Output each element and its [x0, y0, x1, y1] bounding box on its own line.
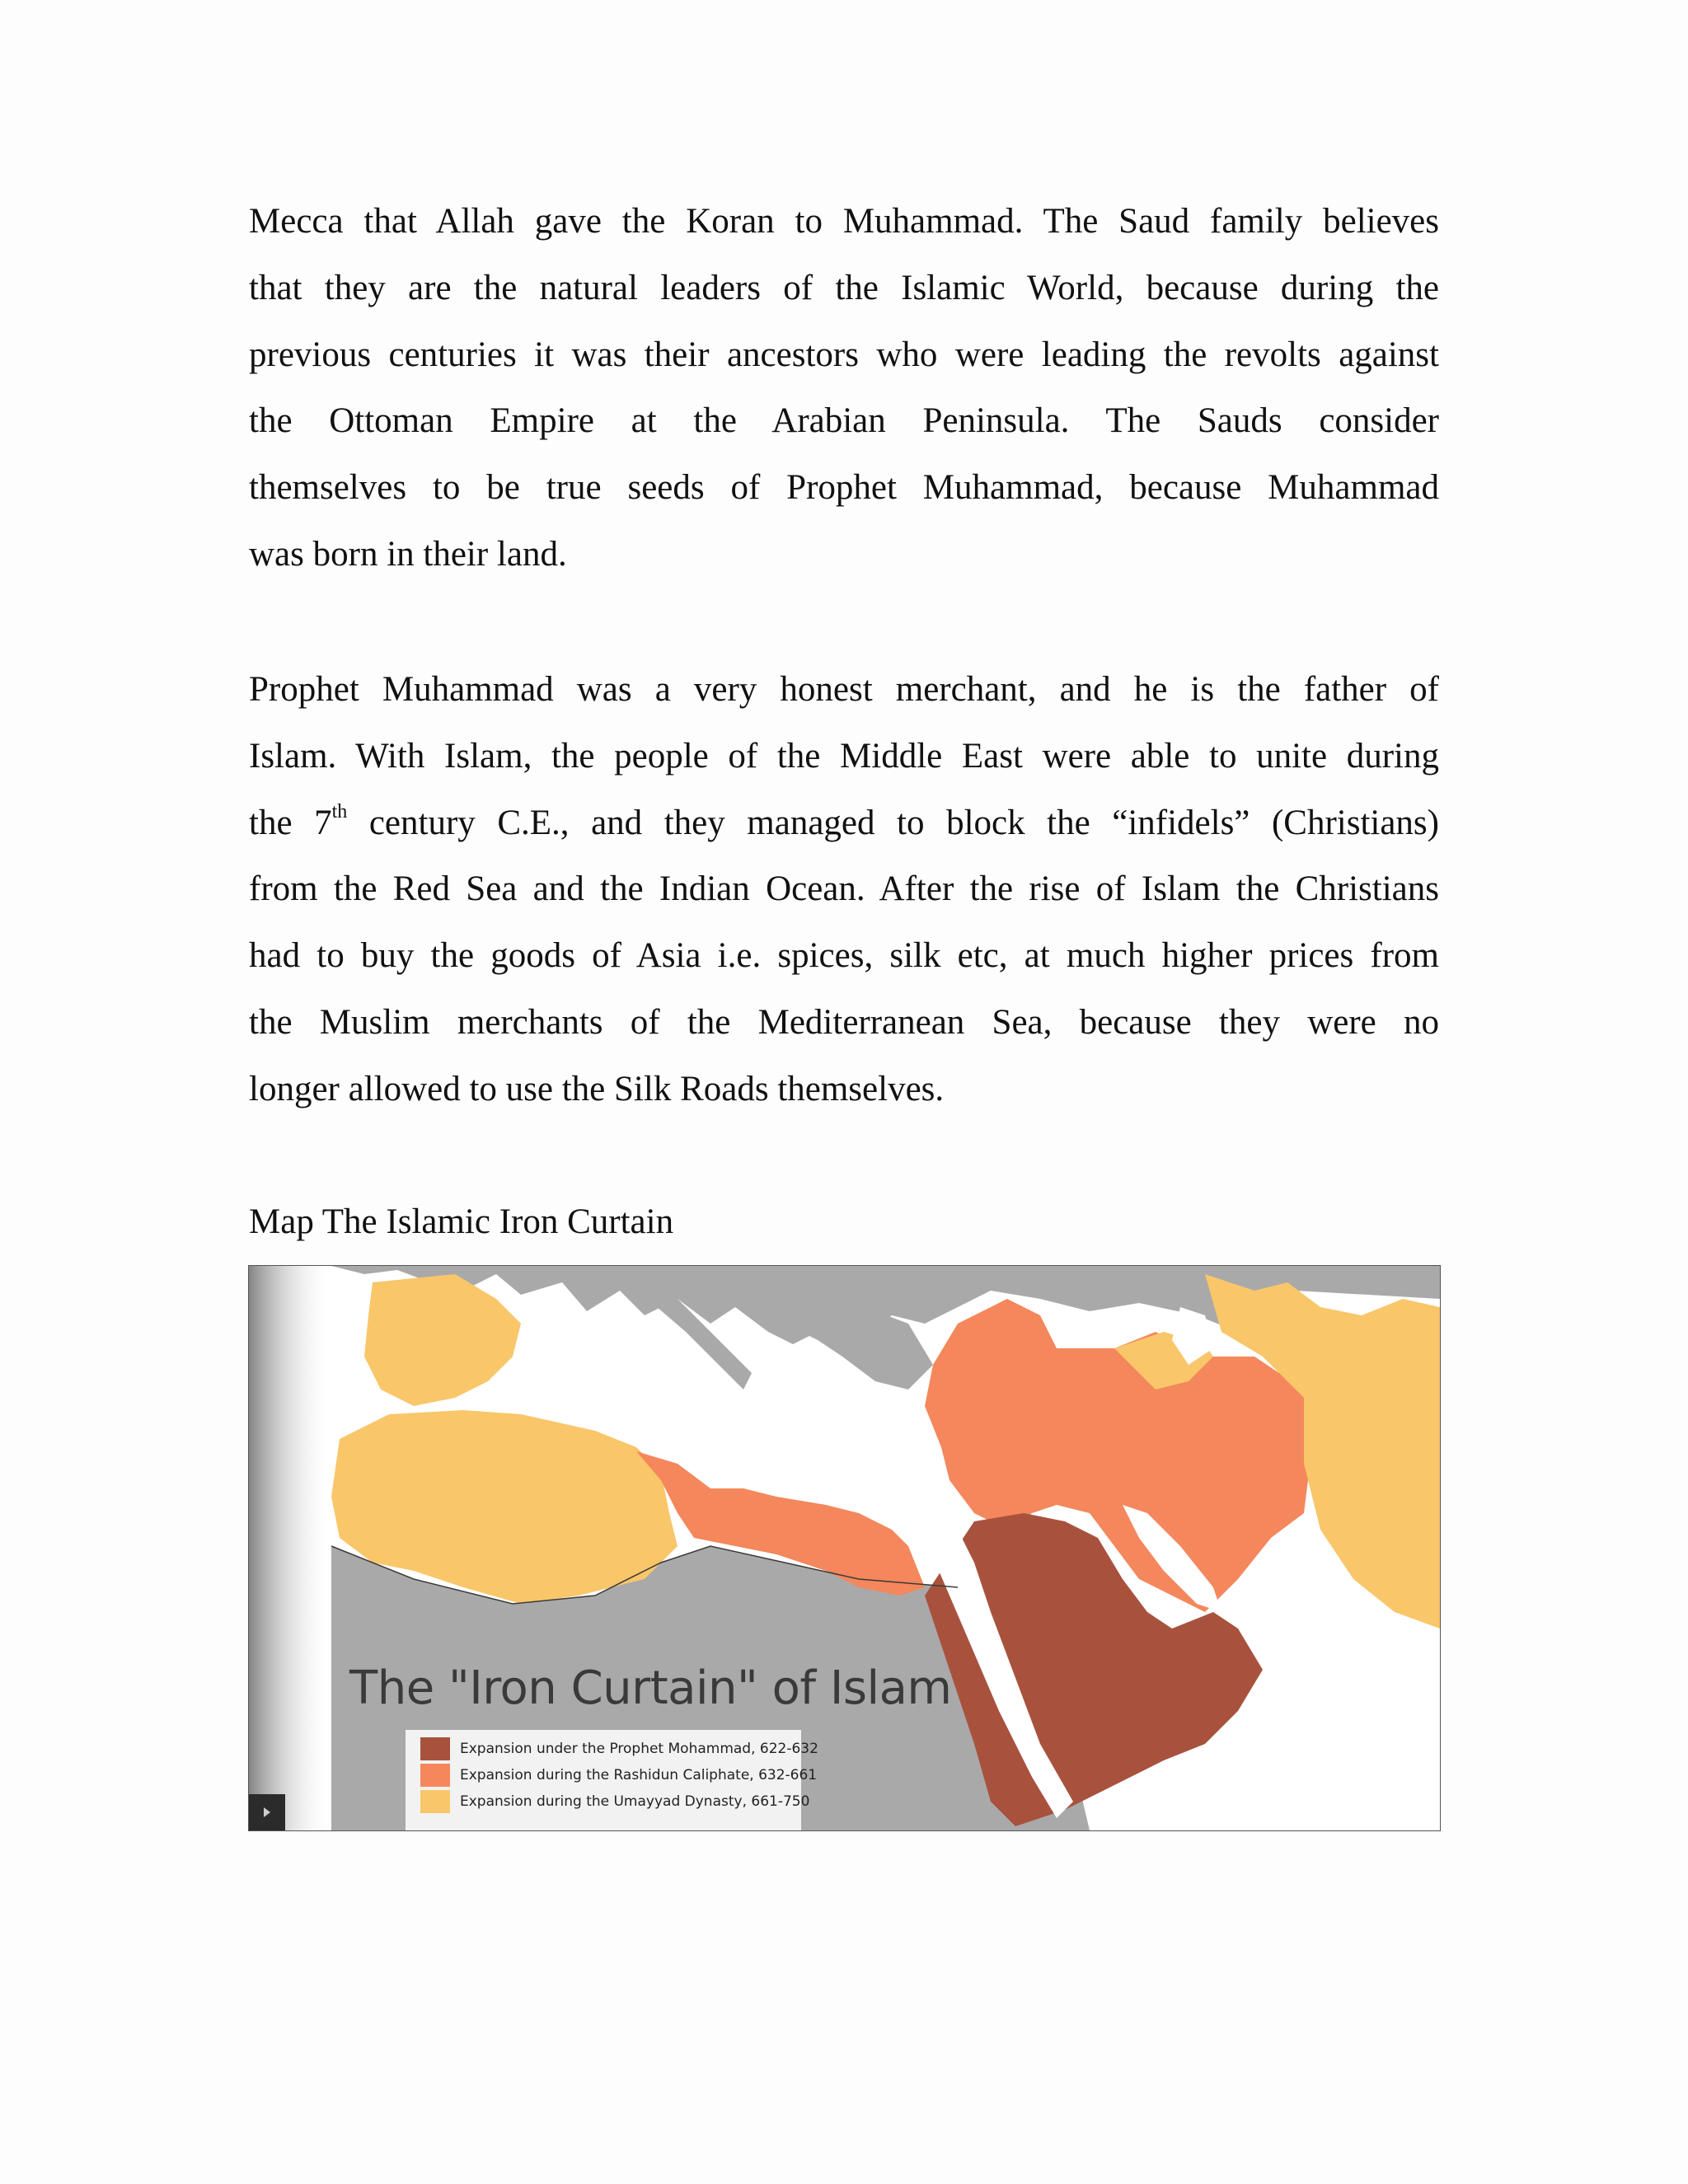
text-line: longer allowed to use the Silk Roads themselves.: [249, 1069, 945, 1108]
text-line: Islam. With Islam, the people of the Middle East were able to unite during: [249, 736, 1439, 776]
map-image: [248, 1265, 1441, 1831]
paragraph-saud-family: [249, 189, 1439, 588]
text-line: themselves to be true seeds of Prophet Muhammad, because Muhammad: [249, 468, 1439, 508]
legend-swatch-prophet: [420, 1737, 450, 1760]
paragraph-prophet-muhammad: [249, 657, 1439, 1123]
text-fragment: the 7: [249, 803, 332, 842]
legend-item: [420, 1736, 818, 1761]
text-line: that they are the natural leaders of the Islamic World, because during the: [249, 268, 1439, 307]
map-title: The "Iron Curtain" of Islam: [349, 1661, 952, 1715]
text-line: the Muslim merchants of the Mediterranean Sea, because they were no: [249, 1002, 1439, 1042]
text-line: Prophet Muhammad was a very honest merchant, and he is the father of: [249, 670, 1439, 709]
text-line: the Ottoman Empire at the Arabian Peninsula. The Sauds consider: [249, 401, 1439, 441]
text-line: previous centuries it was their ancestors who were leading the revolts against: [249, 335, 1439, 374]
text-line: [249, 790, 1439, 857]
legend-swatch-rashidun: [420, 1764, 450, 1787]
map-caption: Map The Islamic Iron Curtain: [249, 1202, 674, 1241]
play-icon[interactable]: [249, 1794, 285, 1830]
ordinal-superscript: th: [331, 801, 348, 823]
text-line: Mecca that Allah gave the Koran to Muhammad. The Saud family believes: [249, 202, 1439, 241]
legend-swatch-umayyad: [420, 1790, 450, 1813]
legend-label: Expansion during the Umayyad Dynasty, 661-750: [460, 1793, 810, 1810]
text-line: had to buy the goods of Asia i.e. spices, silk etc, at much higher prices from: [249, 936, 1439, 976]
legend-label: Expansion during the Rashidun Caliphate, 632-661: [460, 1767, 818, 1783]
legend-item: [420, 1789, 809, 1814]
map-legend: [406, 1730, 818, 1830]
text-line: was born in their land.: [249, 534, 567, 574]
text-fragment: century C.E., and they managed to block the “infidels” (Christians): [347, 803, 1439, 842]
text-line: from the Red Sea and the Indian Ocean. After the rise of Islam the Christians: [249, 869, 1439, 909]
legend-label: Expansion under the Prophet Mohammad, 622-632: [460, 1741, 818, 1757]
legend-item: [420, 1763, 817, 1788]
